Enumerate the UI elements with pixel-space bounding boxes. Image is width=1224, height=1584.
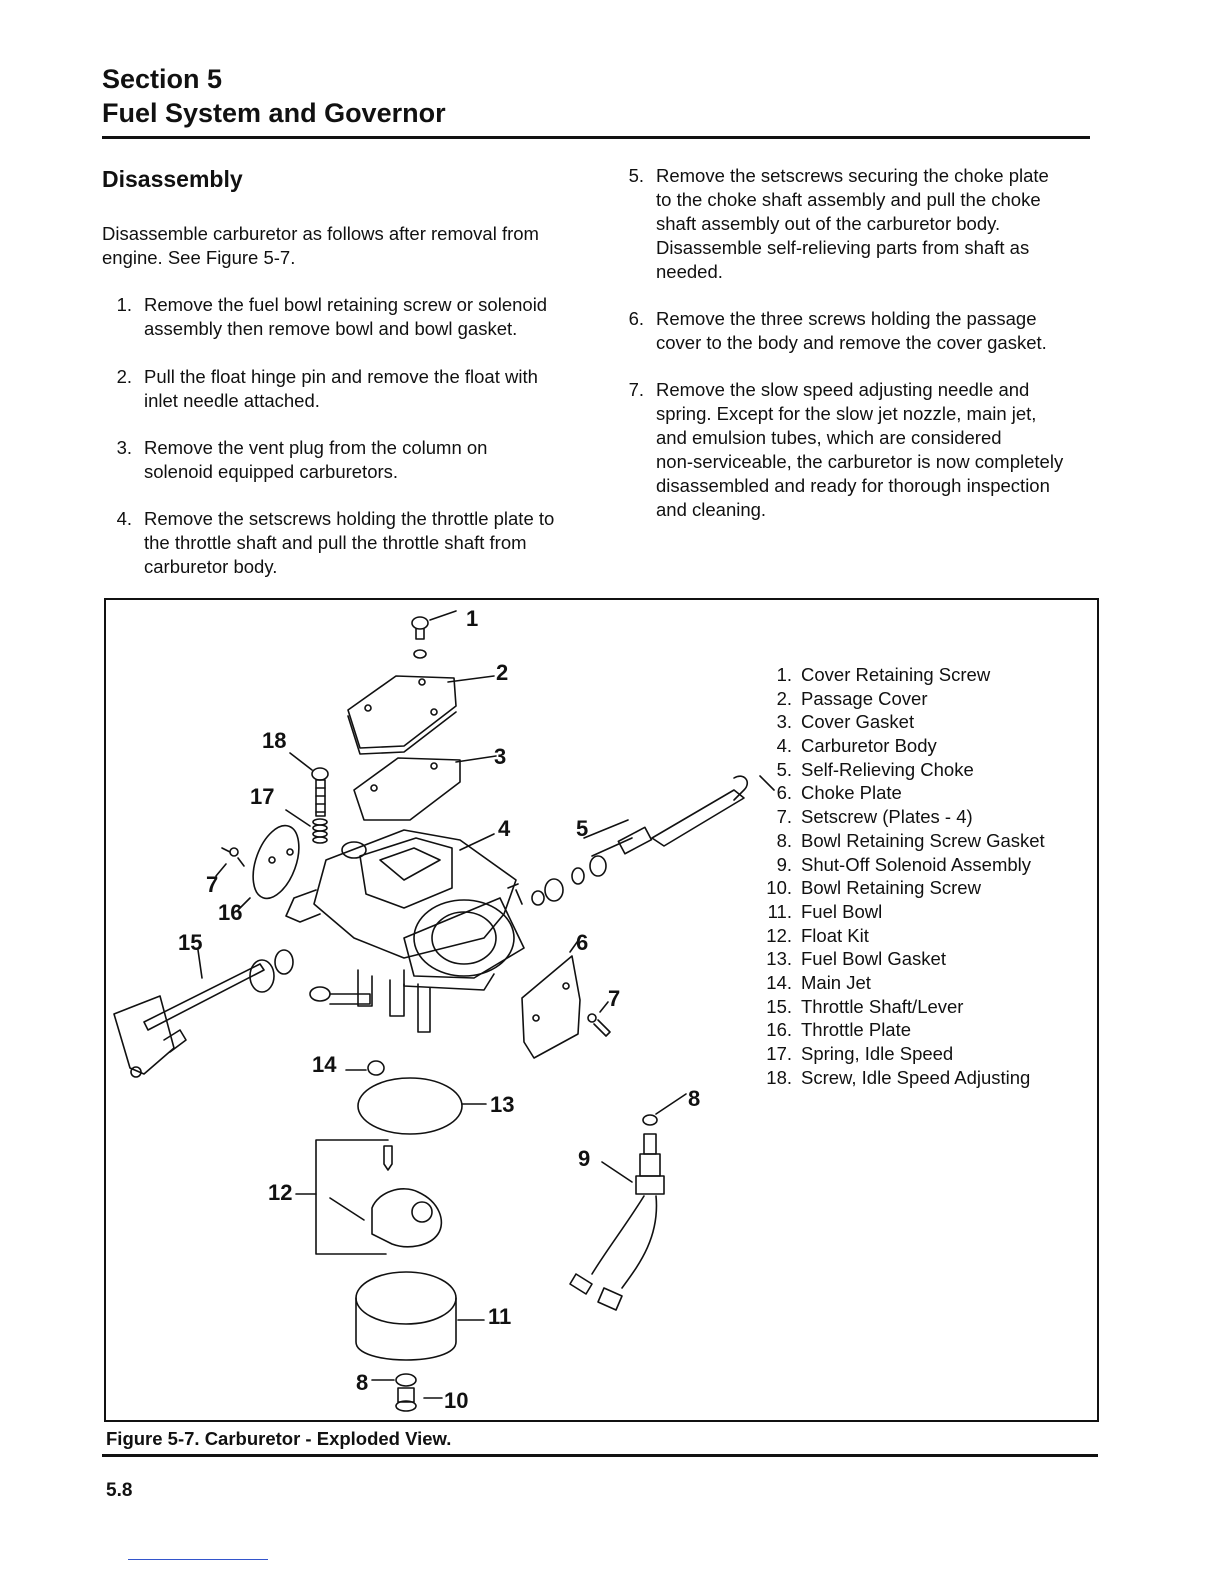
legend-number: 5. — [776, 758, 792, 780]
legend-number: 3. — [776, 711, 792, 733]
main-jet-icon — [346, 1061, 384, 1075]
callout-1: 1 — [466, 606, 479, 631]
step-number: 4. — [116, 508, 132, 529]
step-line: non-serviceable, the carburetor is now completely — [656, 451, 1064, 472]
callout-9: 9 — [578, 1146, 591, 1171]
step-number: 1. — [116, 294, 132, 315]
fuel-bowl-icon — [356, 1272, 484, 1360]
setscrew-icon — [588, 1002, 610, 1036]
legend-label: Screw, Idle Speed Adjusting — [801, 1066, 1031, 1088]
step-line: Remove the three screws holding the passage — [656, 308, 1037, 329]
legend-label: Passage Cover — [801, 687, 928, 709]
step-number: 2. — [116, 366, 132, 387]
step-line: spring. Except for the slow jet nozzle, main jet, — [656, 403, 1037, 424]
legend-label: Bowl Retaining Screw — [801, 877, 981, 899]
callout-16: 16 — [218, 900, 243, 925]
intro-line: engine. See Figure 5-7. — [102, 247, 296, 268]
step-6 — [614, 307, 1104, 355]
bowl-retaining-screw-gasket-icon — [643, 1094, 686, 1125]
legend-label: Cover Gasket — [801, 711, 915, 733]
step-line: the throttle shaft and pull the throttle shaft from — [144, 532, 527, 553]
legend-label: Bowl Retaining Screw Gasket — [801, 829, 1045, 851]
legend-number: 13. — [766, 948, 792, 970]
intro-line: Disassemble carburetor as follows after removal from — [102, 223, 539, 244]
legend-number: 15. — [766, 995, 792, 1017]
section-title: Fuel System and Governor — [102, 98, 446, 128]
passage-cover-icon — [348, 676, 494, 754]
step-2 — [102, 365, 582, 413]
legend-number: 6. — [776, 782, 792, 804]
callout-17: 17 — [250, 784, 275, 809]
callout-8b: 8 — [356, 1370, 369, 1395]
legend-number: 8. — [776, 829, 792, 851]
step-text — [144, 293, 547, 341]
throttle-shaft-lever-icon — [114, 950, 293, 1077]
intro-paragraph — [102, 222, 539, 270]
step-4 — [102, 507, 592, 579]
step-text — [144, 365, 538, 413]
step-line: Disassemble self-relieving parts from shaft as — [656, 237, 1030, 258]
callout-7a: 7 — [206, 872, 219, 897]
step-text — [656, 307, 1047, 355]
step-number: 5. — [628, 165, 644, 186]
callout-7b: 7 — [608, 986, 621, 1011]
legend-label: Spring, Idle Speed — [801, 1043, 954, 1064]
figure-caption: Figure 5-7. Carburetor - Exploded View. — [106, 1428, 452, 1449]
self-relieving-choke-icon — [508, 776, 774, 905]
step-number: 7. — [628, 379, 644, 400]
setscrew-icon — [216, 848, 244, 876]
step-line: Remove the vent plug from the column on — [144, 437, 488, 458]
carburetor-body-icon — [286, 830, 524, 1032]
callout-6: 6 — [576, 930, 589, 955]
step-line: cover to the body and remove the cover gasket. — [656, 332, 1047, 353]
callout-15: 15 — [178, 930, 203, 955]
step-line: disassembled and ready for thorough inspection — [656, 475, 1050, 496]
callout-18: 18 — [262, 728, 287, 753]
legend-label: Main Jet — [801, 971, 871, 993]
legend-label: Setscrew (Plates - 4) — [801, 806, 973, 828]
footer-rule — [102, 1454, 1098, 1457]
step-text — [656, 378, 1063, 522]
legend-label: Choke Plate — [801, 782, 902, 804]
fuel-bowl-gasket-icon — [358, 1078, 486, 1134]
cover-retaining-screw-icon — [412, 611, 456, 658]
callout-4: 4 — [498, 816, 511, 841]
legend-number: 18. — [766, 1066, 792, 1088]
callout-13: 13 — [490, 1092, 515, 1117]
step-5 — [614, 164, 1104, 284]
step-text — [144, 436, 487, 484]
step-line: shaft assembly out of the carburetor body. — [656, 213, 1001, 234]
step-line: assembly then remove bowl and bowl gasket. — [144, 318, 518, 339]
step-3 — [102, 436, 582, 484]
step-line: solenoid equipped carburetors. — [144, 461, 399, 482]
step-line: Remove the setscrews holding the throttle plate to — [144, 508, 555, 529]
step-line: Remove the setscrews securing the choke plate — [656, 165, 1049, 186]
callout-12: 12 — [268, 1180, 293, 1205]
legend-label: Fuel Bowl Gasket — [801, 948, 946, 970]
legend-number: 11. — [767, 900, 792, 922]
float-kit-icon — [296, 1140, 441, 1254]
step-1 — [102, 293, 582, 341]
step-number: 6. — [628, 308, 644, 329]
callout-8a: 8 — [688, 1086, 701, 1111]
step-line: inlet needle attached. — [144, 390, 320, 411]
cover-gasket-icon — [354, 756, 496, 820]
step-line: needed. — [656, 261, 723, 282]
callout-11: 11 — [488, 1304, 512, 1329]
bowl-retaining-screw-gasket-icon — [372, 1374, 416, 1386]
callout-2: 2 — [496, 660, 509, 685]
idle-speed-spring-icon — [286, 810, 327, 843]
legend-label: Fuel Bowl — [801, 900, 883, 922]
callout-14: 14 — [312, 1052, 337, 1077]
legend-label: Shut-Off Solenoid Assembly — [801, 853, 1032, 875]
step-line: carburetor body. — [144, 556, 278, 577]
bowl-retaining-screw-icon — [396, 1388, 442, 1411]
legend-number: 17. — [766, 1043, 792, 1064]
legend-number: 7. — [776, 806, 792, 828]
page-number: 5.8 — [106, 1480, 133, 1501]
legend-number: 10. — [766, 877, 792, 899]
legend-label: Float Kit — [801, 924, 869, 946]
step-line: Pull the float hinge pin and remove the float with — [144, 366, 538, 387]
legend-label: Throttle Plate — [801, 1019, 912, 1041]
callout-10: 10 — [444, 1388, 469, 1413]
legend-label: Cover Retaining Screw — [801, 664, 991, 685]
disassembly-heading: Disassembly — [102, 166, 243, 192]
legend-label: Carburetor Body — [801, 735, 937, 757]
legend-number: 2. — [776, 687, 792, 709]
idle-speed-screw-icon — [290, 753, 328, 816]
section-number: Section 5 — [102, 64, 223, 94]
legend-label: Self-Relieving Choke — [801, 758, 974, 780]
footer-line — [128, 1559, 268, 1560]
legend-number: 16. — [766, 1019, 792, 1041]
step-line: and cleaning. — [656, 499, 767, 520]
callout-5: 5 — [576, 816, 589, 841]
step-7 — [614, 378, 1114, 522]
legend-number: 1. — [776, 664, 792, 685]
step-line: to the choke shaft assembly and pull the choke — [656, 189, 1041, 210]
legend-number: 4. — [776, 735, 792, 757]
step-line: Remove the slow speed adjusting needle and — [656, 379, 1030, 400]
step-number: 3. — [116, 437, 132, 458]
legend-number: 12. — [766, 924, 792, 946]
callout-3: 3 — [494, 744, 507, 769]
step-text — [144, 507, 554, 579]
header-rule — [102, 136, 1090, 139]
step-line: and emulsion tubes, which are considered — [656, 427, 1002, 448]
choke-plate-icon — [522, 938, 580, 1058]
legend-label: Throttle Shaft/Lever — [801, 995, 964, 1017]
step-line: Remove the fuel bowl retaining screw or solenoid — [144, 294, 548, 315]
legend-number: 14. — [766, 971, 792, 993]
step-text — [656, 164, 1049, 284]
legend-number: 9. — [776, 853, 792, 875]
